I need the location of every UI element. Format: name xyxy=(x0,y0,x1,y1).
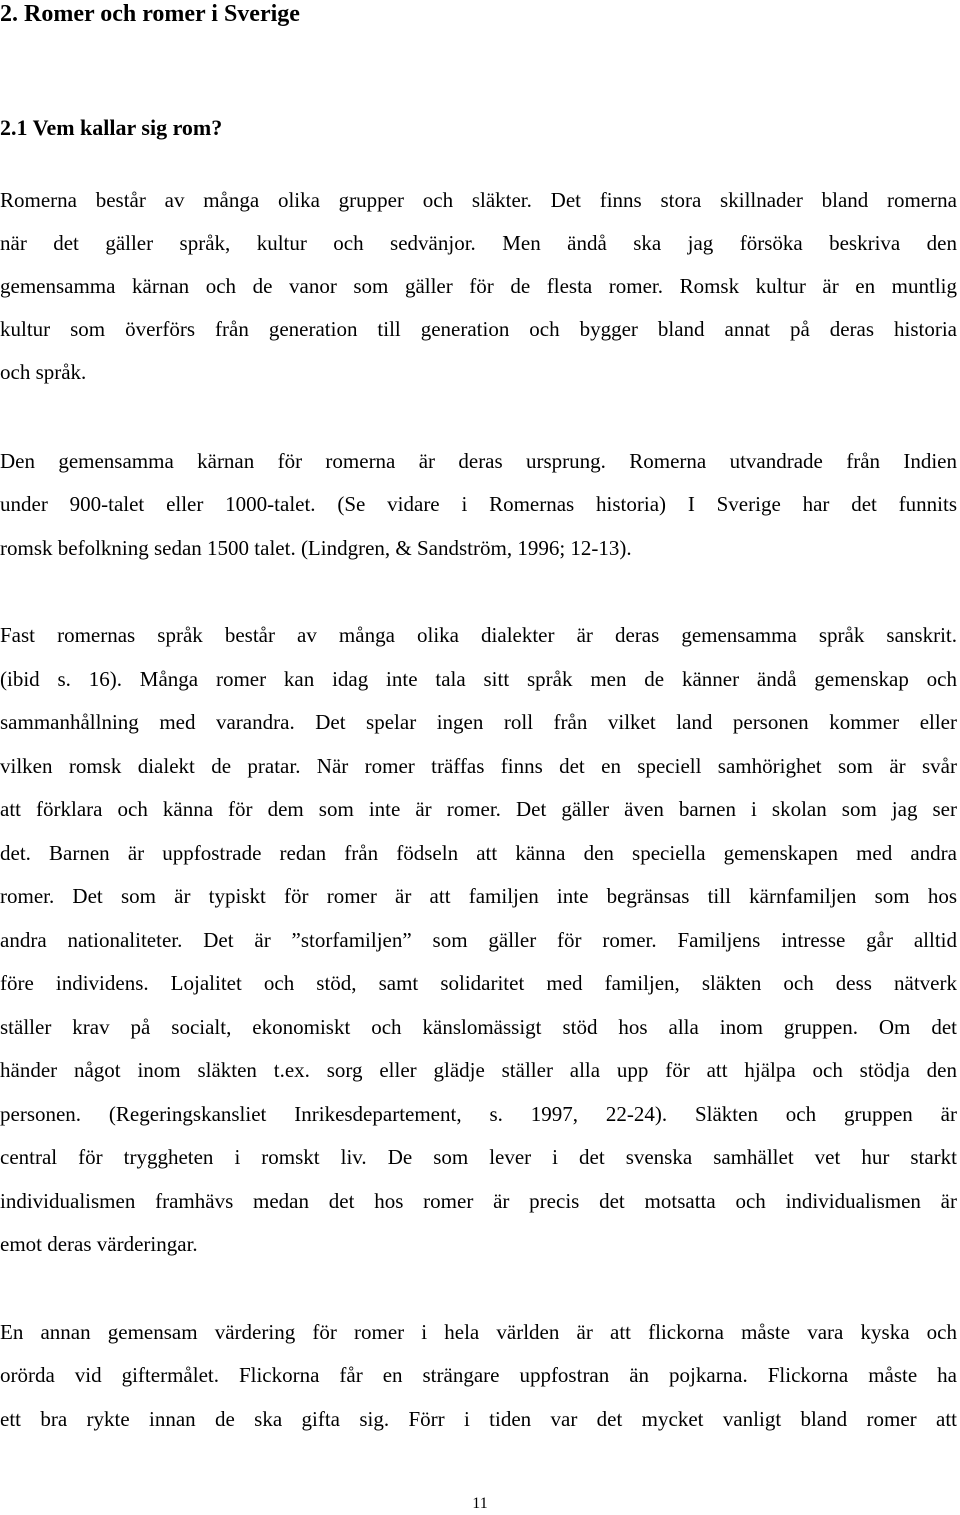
text-line: personen. (Regeringskansliet Inrikesdepartement, s. 1997, 22-24). Släkten och gruppen är xyxy=(0,1102,957,1126)
text-line: ställer krav på socialt, ekonomiskt och känslomässigt stöd hos alla inom gruppen. Om det xyxy=(0,1015,957,1039)
text-line: individualismen framhävs medan det hos romer är precis det motsatta och individualismen är xyxy=(0,1189,957,1213)
text-line: före individens. Lojalitet och stöd, samt solidaritet med familjen, släkten och dess nätverk xyxy=(0,971,957,995)
subsection-heading: 2.1 Vem kallar sig rom? xyxy=(0,115,223,140)
text-line: vilken romsk dialekt de pratar. När romer träffas finns det en speciell samhörighet som är svår xyxy=(0,754,957,778)
page-number: 11 xyxy=(472,1495,488,1512)
text-line: romsk befolkning sedan 1500 talet. (Lindgren, & Sandström, 1996; 12-13). xyxy=(0,536,632,560)
section-heading: 2. Romer och romer i Sverige xyxy=(0,1,300,27)
text-line: gemensamma kärnan och de vanor som gäller för de flesta romer. Romsk kultur är en muntlig xyxy=(0,274,957,298)
text-line: orörda vid giftermålet. Flickorna får en strängare uppfostran än pojkarna. Flickorna måste ha xyxy=(0,1363,957,1387)
text-line: händer något inom släkten t.ex. sorg eller glädje ställer alla upp för att hjälpa och stödja den xyxy=(0,1058,957,1082)
text-line: andra nationaliteter. Det är ”storfamiljen” som gäller för romer. Familjens intresse går alltid xyxy=(0,928,957,952)
text-line: Fast romernas språk består av många olika dialekter är deras gemensamma språk sanskrit. xyxy=(0,623,957,647)
text-line: och språk. xyxy=(0,360,87,384)
text-line: under 900-talet eller 1000-talet. (Se vidare i Romernas historia) I Sverige har det funnits xyxy=(0,492,957,516)
text-line: ett bra rykte innan de ska gifta sig. Förr i tiden var det mycket vanligt bland romer att xyxy=(0,1407,957,1431)
text-line: romer. Det som är typiskt för romer är att familjen inte begränsas till kärnfamiljen som hos xyxy=(0,884,957,908)
text-line: kultur som överförs från generation till generation och bygger bland annat på deras historia xyxy=(0,317,957,341)
text-line: emot deras värderingar. xyxy=(0,1232,198,1256)
text-line: när det gäller språk, kultur och sedvänjor. Men ändå ska jag försöka beskriva den xyxy=(0,231,957,255)
text-line: Den gemensamma kärnan för romerna är deras ursprung. Romerna utvandrade från Indien xyxy=(0,449,957,473)
text-line: En annan gemensam värdering för romer i hela världen är att flickorna måste vara kyska och xyxy=(0,1320,957,1344)
text-line: att förklara och känna för dem som inte är romer. Det gäller även barnen i skolan som jag ser xyxy=(0,797,957,821)
text-line: central för tryggheten i romskt liv. De som lever i det svenska samhället vet hur starkt xyxy=(0,1145,957,1169)
text-line: sammanhållning med varandra. Det spelar ingen roll från vilket land personen kommer eller xyxy=(0,710,957,734)
text-line: det. Barnen är uppfostrade redan från födseln att känna den speciella gemenskapen med andra xyxy=(0,841,957,865)
text-line: (ibid s. 16). Många romer kan idag inte tala sitt språk men de känner ändå gemenskap och xyxy=(0,667,957,691)
text-line: Romerna består av många olika grupper och släkter. Det finns stora skillnader bland romerna xyxy=(0,188,957,212)
